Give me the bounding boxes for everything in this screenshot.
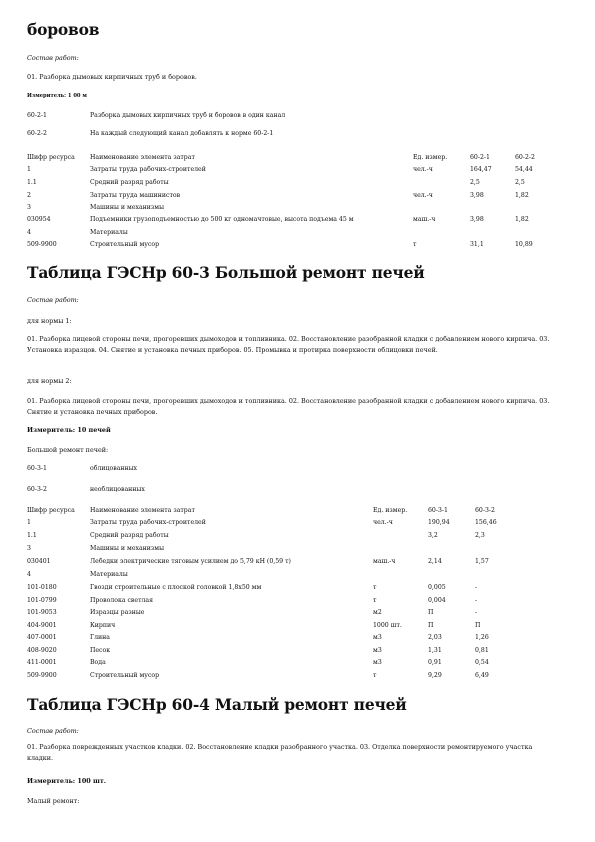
norm-description: необлицованных xyxy=(90,486,145,493)
cell-unit: м3 xyxy=(373,647,382,654)
cell-code: 2 xyxy=(27,192,31,199)
cell-value-1: 3,98 xyxy=(470,216,484,223)
cell-value-2: 0,54 xyxy=(475,659,489,666)
cell-name: Изразцы разные xyxy=(90,609,145,616)
header-norm-2: 60-2-2 xyxy=(515,154,535,161)
cell-name: Затраты труда машинистов xyxy=(90,192,181,199)
cell-code: 1 xyxy=(27,166,31,173)
cell-code: 1.1 xyxy=(27,179,37,186)
cell-name: Строительный мусор xyxy=(90,241,160,248)
header-cost-element: Наименование элемента затрат xyxy=(90,154,195,161)
norm-description: На каждый следующий канал добавлять к норме 60-2-1 xyxy=(90,130,274,137)
cell-name: Глина xyxy=(90,634,110,641)
table-row xyxy=(0,229,595,239)
unit-of-measure: Измеритель: 100 шт. xyxy=(27,777,107,785)
table-header xyxy=(0,154,595,164)
cell-value-1: 0,004 xyxy=(428,597,446,604)
norm-code: 60-3-2 xyxy=(27,486,47,493)
table-row xyxy=(0,216,595,226)
norm-1-work-description: 01. Разборка лицевой стороны печи, прогоревших дымоходов и топливника. 02. Восстановление разобранной кладки с добавлением нового кирпича. 03. Установка изразцов. 04. Снятие и установка печных приборов. 05. Промывка и протирка поверхности облицовки печей. xyxy=(27,335,550,354)
cell-value-1: 31,1 xyxy=(470,241,484,248)
cell-unit: маш.-ч xyxy=(373,558,396,565)
work-composition-label: Состав работ: xyxy=(27,296,79,304)
cell-name: Затраты труда рабочих-строителей xyxy=(90,166,206,173)
cell-value-2: 1,82 xyxy=(515,192,529,199)
cell-value-2: - xyxy=(475,597,478,604)
cell-value-1: 0,005 xyxy=(428,584,446,591)
header-resource-code: Шифр ресурса xyxy=(27,507,75,514)
cell-name: Затраты труда рабочих-строителей xyxy=(90,519,206,526)
work-description: 01. Разборка поврежденных участков кладки. 02. Восстановление кладки разобранного участка. 03. Отделка поверхности ремонтируемого участка кладки. xyxy=(27,743,533,762)
cell-value-1: П xyxy=(428,609,434,616)
header-unit: Ед. измер. xyxy=(373,507,408,514)
cell-value-2: 54,44 xyxy=(515,166,533,173)
table-row xyxy=(0,659,595,669)
cell-unit: т xyxy=(373,672,377,679)
cell-value-1: 2,14 xyxy=(428,558,442,565)
cell-name: Проволока светлая xyxy=(90,597,154,604)
norm-row xyxy=(0,112,595,122)
cell-name: Строительный мусор xyxy=(90,672,160,679)
cell-code: 101-0180 xyxy=(27,584,57,591)
table-row xyxy=(0,204,595,214)
cell-code: 411-0001 xyxy=(27,659,57,666)
cell-code: 4 xyxy=(27,571,31,578)
cell-code: 408-9020 xyxy=(27,647,57,654)
header-resource-code: Шифр ресурса xyxy=(27,154,75,161)
cell-name: Материалы xyxy=(90,571,128,578)
cell-value-1: 0,91 xyxy=(428,659,442,666)
cell-name: Подъемники грузоподъемностью до 500 кг одномачтовые, высота подъема 45 м xyxy=(90,216,354,223)
table-row xyxy=(0,584,595,594)
cell-value-2: 10,89 xyxy=(515,241,533,248)
work-composition-label: Состав работ: xyxy=(27,727,79,735)
cell-name: Машины и механизмы xyxy=(90,204,165,211)
table-row xyxy=(0,166,595,176)
norm-description: облицованных xyxy=(90,465,138,472)
header-norm-2: 60-3-2 xyxy=(475,507,495,514)
cell-value-1: 3,2 xyxy=(428,532,438,539)
cell-value-1: 2,5 xyxy=(470,179,480,186)
work-description: 01. Разборка дымовых кирпичных труб и боровов. xyxy=(27,73,197,81)
unit-of-measure: Измеритель: 1 00 м xyxy=(27,93,87,99)
cell-unit: м2 xyxy=(373,609,382,616)
section-title: Таблица ГЭСНр 60-4 Малый ремонт печей xyxy=(27,695,407,714)
table-row xyxy=(0,558,595,568)
cell-unit: м3 xyxy=(373,659,382,666)
subsection-label: Большой ремонт печей: xyxy=(27,446,109,454)
table-row xyxy=(0,519,595,529)
cell-code: 030401 xyxy=(27,558,51,565)
cell-unit: маш.-ч xyxy=(413,216,436,223)
cell-value-2: 0,81 xyxy=(475,647,489,654)
cell-unit: чел.-ч xyxy=(413,192,433,199)
cell-value-1: П xyxy=(428,622,434,629)
cell-value-1: 3,98 xyxy=(470,192,484,199)
cell-unit: т xyxy=(373,597,377,604)
header-unit: Ед. измер. xyxy=(413,154,448,161)
cell-value-2: - xyxy=(475,584,478,591)
header-cost-element: Наименование элемента затрат xyxy=(90,507,195,514)
cell-name: Гвозди строительные с плоской головкой 1,8x50 мм xyxy=(90,584,262,591)
cell-unit: т xyxy=(373,584,377,591)
cell-unit: 1000 шт. xyxy=(373,622,402,629)
cell-code: 407-0001 xyxy=(27,634,57,641)
cell-name: Кирпич xyxy=(90,622,116,629)
cell-name: Материалы xyxy=(90,229,128,236)
unit-of-measure: Измеритель: 10 печей xyxy=(27,426,111,434)
norm-row xyxy=(0,130,595,140)
norm-code: 60-3-1 xyxy=(27,465,47,472)
cell-code: 404-9001 xyxy=(27,622,57,629)
work-composition-label: Состав работ: xyxy=(27,54,79,62)
cell-value-2: 156,46 xyxy=(475,519,497,526)
cell-code: 3 xyxy=(27,545,31,552)
cell-value-2: 2,3 xyxy=(475,532,485,539)
cell-value-2: 6,49 xyxy=(475,672,489,679)
cell-code: 101-9053 xyxy=(27,609,57,616)
cell-value-2: П xyxy=(475,622,481,629)
norm-2-work-description: 01. Разборка лицевой стороны печи, прогоревших дымоходов и топливника. 02. Восстановление разобранной кладки с добавлением нового кирпича. 03. Снятие и установка печных приборов. xyxy=(27,397,550,416)
norm-2-label: для нормы 2: xyxy=(27,377,72,385)
table-row xyxy=(0,647,595,657)
cell-code: 101-0799 xyxy=(27,597,57,604)
table-row xyxy=(0,597,595,607)
table-row xyxy=(0,545,595,555)
cell-unit: м3 xyxy=(373,634,382,641)
table-row xyxy=(0,571,595,581)
table-row xyxy=(0,192,595,202)
cell-code: 1 xyxy=(27,519,31,526)
table-row xyxy=(0,179,595,189)
table-header xyxy=(0,507,595,517)
cell-unit: чел.-ч xyxy=(373,519,393,526)
table-row xyxy=(0,532,595,542)
table-row xyxy=(0,609,595,619)
cell-name: Вода xyxy=(90,659,106,666)
table-row xyxy=(0,634,595,644)
table-row xyxy=(0,622,595,632)
cell-name: Средний разряд работы xyxy=(90,179,169,186)
cell-code: 3 xyxy=(27,204,31,211)
cell-value-2: 1,82 xyxy=(515,216,529,223)
cell-unit: т xyxy=(413,241,417,248)
table-row xyxy=(0,672,595,682)
cell-value-1: 1,31 xyxy=(428,647,442,654)
cell-value-1: 164,47 xyxy=(470,166,492,173)
subsection-label: Малый ремонт: xyxy=(27,797,80,805)
cell-value-2: - xyxy=(475,609,478,616)
section-title: Таблица ГЭСНр 60-3 Большой ремонт печей xyxy=(27,263,425,282)
table-row xyxy=(0,241,595,251)
cell-value-2: 1,26 xyxy=(475,634,489,641)
norm-row xyxy=(0,465,595,475)
cell-value-1: 190,94 xyxy=(428,519,450,526)
header-norm-1: 60-2-1 xyxy=(470,154,490,161)
cell-name: Средний разряд работы xyxy=(90,532,169,539)
cell-value-1: 2,03 xyxy=(428,634,442,641)
norm-code: 60-2-1 xyxy=(27,112,47,119)
cell-value-1: 9,29 xyxy=(428,672,442,679)
cell-value-2: 1,57 xyxy=(475,558,489,565)
norm-1-label: для нормы 1: xyxy=(27,317,72,325)
cell-value-2: 2,5 xyxy=(515,179,525,186)
norm-description: Разборка дымовых кирпичных труб и боровов в один канал xyxy=(90,112,286,119)
norm-code: 60-2-2 xyxy=(27,130,47,137)
header-norm-1: 60-3-1 xyxy=(428,507,448,514)
cell-name: Машины и механизмы xyxy=(90,545,165,552)
cell-code: 4 xyxy=(27,229,31,236)
cell-code: 030954 xyxy=(27,216,51,223)
cell-code: 1.1 xyxy=(27,532,37,539)
section-title: боровов xyxy=(27,20,100,39)
cell-name: Лебедки электрические тяговым усилием до 5,79 кН (0,59 т) xyxy=(90,558,291,565)
cell-code: 509-9900 xyxy=(27,241,57,248)
cell-unit: чел.-ч xyxy=(413,166,433,173)
cell-code: 509-9900 xyxy=(27,672,57,679)
norm-row xyxy=(0,486,595,496)
cell-name: Песок xyxy=(90,647,111,654)
